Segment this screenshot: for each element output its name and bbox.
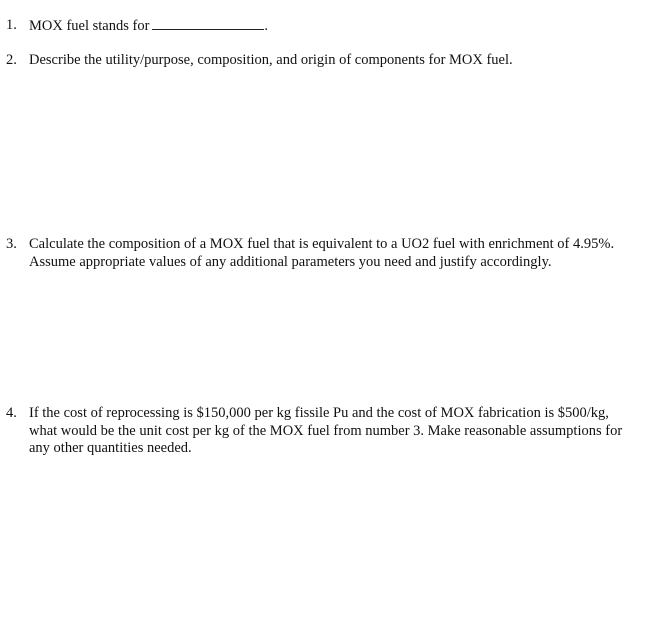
question-2 [6, 52, 654, 70]
answer-blank[interactable] [152, 17, 264, 30]
question-number: 2. [6, 52, 17, 68]
question-suffix: . [264, 18, 269, 34]
question-line: any other quantities needed. [29, 440, 192, 456]
question-number: 3. [6, 236, 17, 252]
question-line: Describe the utility/purpose, composition, and origin of components for MOX fuel. [29, 52, 513, 68]
question-3 [6, 236, 654, 271]
question-number: 4. [6, 405, 17, 421]
question-1 [6, 17, 654, 36]
question-line: Calculate the composition of a MOX fuel that is equivalent to a UO2 fuel with enrichment of 4.95%. [29, 236, 615, 252]
question-text [29, 17, 654, 36]
question-line: If the cost of reprocessing is $150,000 per kg fissile Pu and the cost of MOX fabrication is $500/kg, [29, 405, 609, 421]
question-line: MOX fuel stands for [29, 18, 150, 34]
question-line: Assume appropriate values of any additional parameters you need and justify accordingly. [29, 253, 552, 270]
question-number: 1. [6, 17, 17, 33]
question-4 [6, 405, 654, 458]
question-line: what would be the unit cost per kg of the MOX fuel from number 3. Make reasonable assumptions for [29, 422, 623, 439]
